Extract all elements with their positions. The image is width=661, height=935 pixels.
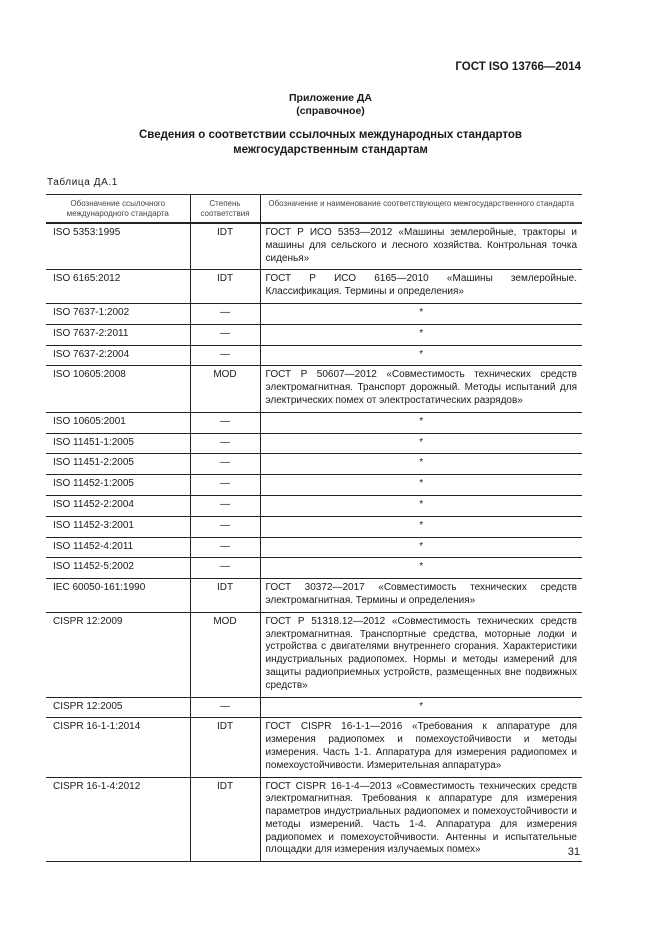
cell-degree-of-conformity: —: [190, 303, 260, 324]
cell-international-standard: CISPR 16-1-1:2014: [46, 718, 190, 777]
cell-interstate-standard: ГОСТ CISPR 16-1-4—2013 «Совместимость технических средств электромагнитная. Требования к аппаратуре для измерения параметров индустриальных радиопомех и помехоустойчивости и методы измерений. Часть 1-4. Аппаратура для измерения радиопомех и помехоустойчивости. Антенны и испытательные площадки для измерения излучаемых помех»: [260, 777, 582, 862]
cell-international-standard: ISO 7637-2:2004: [46, 345, 190, 366]
table-row: [46, 558, 582, 579]
table-row: [46, 345, 582, 366]
cell-international-standard: ISO 10605:2001: [46, 412, 190, 433]
cell-degree-of-conformity: —: [190, 516, 260, 537]
cell-interstate-standard: ГОСТ Р ИСО 6165—2010 «Машины землеройные. Классификация. Термины и определения»: [260, 270, 582, 304]
cell-interstate-standard: *: [260, 433, 582, 454]
table-row: [46, 475, 582, 496]
cell-degree-of-conformity: MOD: [190, 612, 260, 697]
table-row: [46, 537, 582, 558]
table-row: [46, 718, 582, 777]
cell-interstate-standard: *: [260, 516, 582, 537]
annex-title: Приложение ДА: [289, 92, 372, 104]
cell-interstate-standard: *: [260, 558, 582, 579]
cell-international-standard: ISO 11451-1:2005: [46, 433, 190, 454]
cell-degree-of-conformity: —: [190, 412, 260, 433]
cell-international-standard: CISPR 12:2005: [46, 697, 190, 718]
cell-degree-of-conformity: IDT: [190, 579, 260, 613]
cell-international-standard: ISO 11452-1:2005: [46, 475, 190, 496]
table-row: [46, 433, 582, 454]
cell-international-standard: ISO 6165:2012: [46, 270, 190, 304]
table-row: [46, 366, 582, 412]
cell-degree-of-conformity: —: [190, 558, 260, 579]
table-label: Таблица ДА.1: [47, 177, 118, 188]
cell-degree-of-conformity: IDT: [190, 223, 260, 270]
cell-interstate-standard: *: [260, 495, 582, 516]
cell-international-standard: CISPR 16-1-4:2012: [46, 777, 190, 862]
cell-international-standard: ISO 11452-5:2002: [46, 558, 190, 579]
page-number: 31: [567, 846, 580, 858]
table-row: [46, 777, 582, 862]
cell-international-standard: ISO 5353:1995: [46, 223, 190, 270]
cell-interstate-standard: ГОСТ Р 50607—2012 «Совместимость технических средств электромагнитная. Транспорт дорожный. Методы испытаний для электрических помех от электростатических разрядов»: [260, 366, 582, 412]
cell-interstate-standard: *: [260, 454, 582, 475]
cell-degree-of-conformity: MOD: [190, 366, 260, 412]
cell-degree-of-conformity: IDT: [190, 777, 260, 862]
cell-international-standard: ISO 7637-2:2011: [46, 324, 190, 345]
cell-interstate-standard: *: [260, 324, 582, 345]
cell-interstate-standard: ГОСТ CISPR 16-1-1—2016 «Требования к аппаратуре для измерения радиопомех и помехоустойчивости и методы измерения. Часть 1-1. Аппаратура для измерения радиопомех и помехоустойчивости. Измерительная аппаратура»: [260, 718, 582, 777]
table-row: [46, 612, 582, 697]
table-row: [46, 579, 582, 613]
cell-international-standard: ISO 10605:2008: [46, 366, 190, 412]
cell-international-standard: IEC 60050-161:1990: [46, 579, 190, 613]
cell-degree-of-conformity: IDT: [190, 718, 260, 777]
cell-degree-of-conformity: —: [190, 345, 260, 366]
cell-degree-of-conformity: —: [190, 495, 260, 516]
table-row: [46, 324, 582, 345]
section-title-line2: межгосударственным стандартам: [233, 144, 428, 156]
cell-international-standard: ISO 11452-2:2004: [46, 495, 190, 516]
cell-international-standard: CISPR 12:2009: [46, 612, 190, 697]
cell-interstate-standard: ГОСТ Р 51318.12—2012 «Совместимость технических средств электромагнитная. Транспортные средства, моторные лодки и устройства с двигателями внутреннего сгорания. Характеристики индустриальных радиопомех. Нормы и методы измерений для защиты радиоприемных устройств, размещенных вне подвижных средств»: [260, 612, 582, 697]
table-row: [46, 412, 582, 433]
cell-degree-of-conformity: —: [190, 697, 260, 718]
cell-interstate-standard: *: [260, 345, 582, 366]
cell-interstate-standard: ГОСТ Р ИСО 5353—2012 «Машины землеройные, тракторы и машины для сельского и лесного хозяйства. Контрольная точка сиденья»: [260, 223, 582, 270]
cell-interstate-standard: ГОСТ 30372—2017 «Совместимость технических средств электромагнитная. Термины и определения»: [260, 579, 582, 613]
cell-interstate-standard: *: [260, 475, 582, 496]
cell-international-standard: ISO 7637-1:2002: [46, 303, 190, 324]
annex-heading: [0, 92, 661, 118]
header-interstate-standard: Обозначение и наименование соответствующего межгосударственного стандарта: [260, 195, 582, 224]
table-row: [46, 270, 582, 304]
cell-degree-of-conformity: —: [190, 475, 260, 496]
table-row: [46, 495, 582, 516]
table-header-row: [46, 195, 582, 224]
table-row: [46, 697, 582, 718]
cell-degree-of-conformity: —: [190, 324, 260, 345]
cell-interstate-standard: *: [260, 303, 582, 324]
cell-degree-of-conformity: —: [190, 454, 260, 475]
table-row: [46, 223, 582, 270]
document-header-id: ГОСТ ISO 13766—2014: [455, 61, 581, 73]
annex-subtitle: (справочное): [296, 105, 365, 117]
cell-international-standard: ISO 11451-2:2005: [46, 454, 190, 475]
cell-degree-of-conformity: —: [190, 433, 260, 454]
correspondence-table: [46, 194, 582, 862]
table-row: [46, 303, 582, 324]
cell-interstate-standard: *: [260, 412, 582, 433]
cell-degree-of-conformity: IDT: [190, 270, 260, 304]
cell-international-standard: ISO 11452-3:2001: [46, 516, 190, 537]
table-row: [46, 454, 582, 475]
table-row: [46, 516, 582, 537]
cell-interstate-standard: *: [260, 537, 582, 558]
cell-degree-of-conformity: —: [190, 537, 260, 558]
cell-interstate-standard: *: [260, 697, 582, 718]
cell-international-standard: ISO 11452-4:2011: [46, 537, 190, 558]
section-title-line1: Сведения о соответствии ссылочных международных стандартов: [138, 129, 522, 141]
header-degree-of-conformity: Степень соответствия: [190, 195, 260, 224]
section-title: [0, 128, 661, 158]
header-international-standard: Обозначение ссылочного международного стандарта: [46, 195, 190, 224]
